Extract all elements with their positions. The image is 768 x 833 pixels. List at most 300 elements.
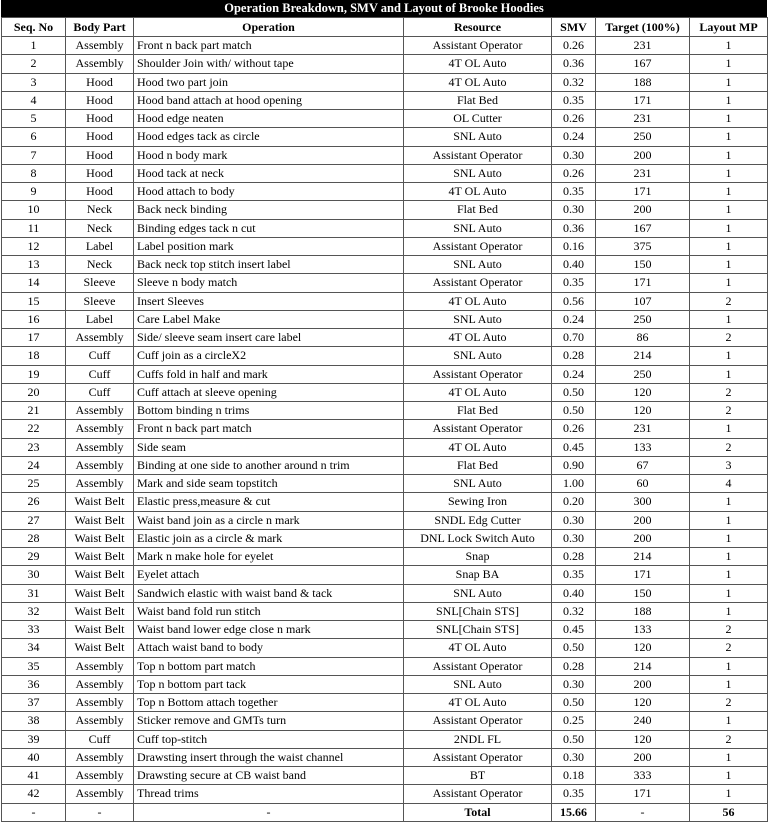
body-part-cell: Cuff xyxy=(66,383,134,401)
table-row xyxy=(2,292,768,310)
resource-cell: Assistant Operator xyxy=(404,365,552,383)
table-row xyxy=(2,621,768,639)
layout-mp-cell: 1 xyxy=(690,584,768,602)
operation-cell: Hood band attach at hood opening xyxy=(134,91,404,109)
seq-cell: 30 xyxy=(2,566,66,584)
seq-cell: 22 xyxy=(2,420,66,438)
layout-mp-cell: 1 xyxy=(690,201,768,219)
operation-cell: Side/ sleeve seam insert care label xyxy=(134,329,404,347)
resource-cell: SNL Auto xyxy=(404,310,552,328)
operation-cell: Back neck top stitch insert label xyxy=(134,256,404,274)
table-row xyxy=(2,201,768,219)
operation-cell: Hood edges tack as circle xyxy=(134,128,404,146)
smv-cell: 0.26 xyxy=(552,164,596,182)
target-cell: 214 xyxy=(596,548,690,566)
operation-cell: Care Label Make xyxy=(134,310,404,328)
body-part-cell: Assembly xyxy=(66,329,134,347)
layout-mp-cell: 1 xyxy=(690,219,768,237)
seq-cell: 38 xyxy=(2,712,66,730)
table-row xyxy=(2,164,768,182)
resource-cell: SNL Auto xyxy=(404,347,552,365)
layout-mp-cell: 1 xyxy=(690,237,768,255)
table-row xyxy=(2,785,768,803)
layout-mp-cell: 1 xyxy=(690,675,768,693)
body-part-cell: Label xyxy=(66,237,134,255)
resource-cell: 4T OL Auto xyxy=(404,438,552,456)
operation-cell: Back neck binding xyxy=(134,201,404,219)
seq-cell: 9 xyxy=(2,183,66,201)
table-row xyxy=(2,383,768,401)
resource-cell: SNL Auto xyxy=(404,256,552,274)
target-cell: 120 xyxy=(596,383,690,401)
layout-mp-cell: 1 xyxy=(690,110,768,128)
body-part-cell: Hood xyxy=(66,128,134,146)
operation-cell: Sticker remove and GMTs turn xyxy=(134,712,404,730)
operation-cell: Cuffs fold in half and mark xyxy=(134,365,404,383)
seq-cell: 25 xyxy=(2,475,66,493)
layout-mp-cell: 2 xyxy=(690,621,768,639)
body-part-cell: Sleeve xyxy=(66,274,134,292)
target-cell: 214 xyxy=(596,347,690,365)
layout-mp-cell: 1 xyxy=(690,493,768,511)
layout-mp-cell: 1 xyxy=(690,146,768,164)
seq-cell: 24 xyxy=(2,456,66,474)
body-part-cell: Hood xyxy=(66,146,134,164)
table-row xyxy=(2,237,768,255)
resource-cell: Flat Bed xyxy=(404,201,552,219)
smv-cell: 0.30 xyxy=(552,201,596,219)
body-part-cell: Cuff xyxy=(66,730,134,748)
smv-cell: 0.35 xyxy=(552,183,596,201)
body-part-cell: Assembly xyxy=(66,456,134,474)
seq-cell: 13 xyxy=(2,256,66,274)
body-part-cell: Assembly xyxy=(66,712,134,730)
table-row xyxy=(2,529,768,547)
layout-mp-cell: 1 xyxy=(690,511,768,529)
seq-cell: 19 xyxy=(2,365,66,383)
seq-cell: 32 xyxy=(2,602,66,620)
layout-mp-cell: 1 xyxy=(690,748,768,766)
operation-cell: Cuff top-stitch xyxy=(134,730,404,748)
operation-cell: Shoulder Join with/ without tape xyxy=(134,55,404,73)
target-cell: 375 xyxy=(596,237,690,255)
resource-cell: 4T OL Auto xyxy=(404,639,552,657)
table-row xyxy=(2,73,768,91)
body-part-cell: Assembly xyxy=(66,694,134,712)
smv-cell: 0.50 xyxy=(552,694,596,712)
smv-cell: 0.32 xyxy=(552,73,596,91)
body-part-cell: Hood xyxy=(66,73,134,91)
target-cell: 200 xyxy=(596,511,690,529)
target-cell: 200 xyxy=(596,146,690,164)
operation-cell: Attach waist band to body xyxy=(134,639,404,657)
target-cell: 200 xyxy=(596,748,690,766)
total-operation-cell: - xyxy=(134,803,404,821)
resource-cell: Snap xyxy=(404,548,552,566)
table-row xyxy=(2,511,768,529)
smv-cell: 0.26 xyxy=(552,420,596,438)
header-seq-no: Seq. No xyxy=(2,18,66,37)
smv-cell: 0.50 xyxy=(552,383,596,401)
body-part-cell: Waist Belt xyxy=(66,493,134,511)
resource-cell: Assistant Operator xyxy=(404,237,552,255)
target-cell: 171 xyxy=(596,566,690,584)
layout-mp-cell: 1 xyxy=(690,365,768,383)
table-row xyxy=(2,37,768,55)
seq-cell: 35 xyxy=(2,657,66,675)
table-row xyxy=(2,675,768,693)
total-label-cell: Total xyxy=(404,803,552,821)
seq-cell: 5 xyxy=(2,110,66,128)
table-row xyxy=(2,274,768,292)
resource-cell: SNDL Edg Cutter xyxy=(404,511,552,529)
total-body-part-cell: - xyxy=(66,803,134,821)
seq-cell: 27 xyxy=(2,511,66,529)
body-part-cell: Assembly xyxy=(66,657,134,675)
resource-cell: SNL[Chain STS] xyxy=(404,621,552,639)
target-cell: 200 xyxy=(596,529,690,547)
layout-mp-cell: 2 xyxy=(690,694,768,712)
operation-cell: Elastic press,measure & cut xyxy=(134,493,404,511)
operation-cell: Label position mark xyxy=(134,237,404,255)
seq-cell: 20 xyxy=(2,383,66,401)
seq-cell: 26 xyxy=(2,493,66,511)
resource-cell: SNL Auto xyxy=(404,584,552,602)
body-part-cell: Waist Belt xyxy=(66,548,134,566)
layout-mp-cell: 1 xyxy=(690,37,768,55)
resource-cell: SNL Auto xyxy=(404,475,552,493)
seq-cell: 42 xyxy=(2,785,66,803)
layout-mp-cell: 1 xyxy=(690,164,768,182)
seq-cell: 15 xyxy=(2,292,66,310)
body-part-cell: Hood xyxy=(66,164,134,182)
smv-cell: 0.18 xyxy=(552,767,596,785)
smv-cell: 0.35 xyxy=(552,274,596,292)
operation-cell: Binding at one side to another around n trim xyxy=(134,456,404,474)
target-cell: 120 xyxy=(596,402,690,420)
seq-cell: 33 xyxy=(2,621,66,639)
seq-cell: 10 xyxy=(2,201,66,219)
operation-cell: Insert Sleeves xyxy=(134,292,404,310)
seq-cell: 2 xyxy=(2,55,66,73)
smv-cell: 0.32 xyxy=(552,602,596,620)
target-cell: 171 xyxy=(596,785,690,803)
table-row xyxy=(2,420,768,438)
layout-mp-cell: 1 xyxy=(690,566,768,584)
operation-cell: Waist band fold run stitch xyxy=(134,602,404,620)
smv-cell: 0.35 xyxy=(552,91,596,109)
operation-table xyxy=(1,17,768,822)
smv-cell: 0.28 xyxy=(552,657,596,675)
target-cell: 67 xyxy=(596,456,690,474)
operation-cell: Mark n make hole for eyelet xyxy=(134,548,404,566)
target-cell: 333 xyxy=(596,767,690,785)
operation-cell: Thread trims xyxy=(134,785,404,803)
operation-cell: Mark and side seam topstitch xyxy=(134,475,404,493)
table-row xyxy=(2,712,768,730)
resource-cell: 4T OL Auto xyxy=(404,292,552,310)
smv-cell: 0.50 xyxy=(552,639,596,657)
smv-cell: 0.24 xyxy=(552,365,596,383)
operation-cell: Hood attach to body xyxy=(134,183,404,201)
table-row xyxy=(2,639,768,657)
table-row xyxy=(2,456,768,474)
table-row xyxy=(2,475,768,493)
smv-cell: 0.56 xyxy=(552,292,596,310)
layout-mp-cell: 2 xyxy=(690,639,768,657)
layout-mp-cell: 1 xyxy=(690,91,768,109)
body-part-cell: Neck xyxy=(66,201,134,219)
target-cell: 86 xyxy=(596,329,690,347)
target-cell: 231 xyxy=(596,37,690,55)
resource-cell: SNL Auto xyxy=(404,128,552,146)
target-cell: 188 xyxy=(596,73,690,91)
target-cell: 171 xyxy=(596,183,690,201)
body-part-cell: Hood xyxy=(66,183,134,201)
operation-cell: Waist band join as a circle n mark xyxy=(134,511,404,529)
table-row xyxy=(2,347,768,365)
smv-cell: 0.35 xyxy=(552,566,596,584)
table-body xyxy=(2,37,768,804)
total-seq-cell: - xyxy=(2,803,66,821)
layout-mp-cell: 1 xyxy=(690,256,768,274)
operation-cell: Bottom binding n trims xyxy=(134,402,404,420)
target-cell: 167 xyxy=(596,55,690,73)
operation-cell: Top n bottom part tack xyxy=(134,675,404,693)
operation-cell: Sandwich elastic with waist band & tack xyxy=(134,584,404,602)
resource-cell: 4T OL Auto xyxy=(404,383,552,401)
table-row xyxy=(2,256,768,274)
table-row xyxy=(2,694,768,712)
smv-cell: 0.50 xyxy=(552,730,596,748)
resource-cell: Flat Bed xyxy=(404,91,552,109)
header-target: Target (100%) xyxy=(596,18,690,37)
resource-cell: 4T OL Auto xyxy=(404,694,552,712)
resource-cell: Snap BA xyxy=(404,566,552,584)
total-smv-cell: 15.66 xyxy=(552,803,596,821)
seq-cell: 37 xyxy=(2,694,66,712)
target-cell: 167 xyxy=(596,219,690,237)
resource-cell: 4T OL Auto xyxy=(404,329,552,347)
operation-cell: Binding edges tack n cut xyxy=(134,219,404,237)
operation-cell: Front n back part match xyxy=(134,420,404,438)
seq-cell: 16 xyxy=(2,310,66,328)
smv-cell: 0.30 xyxy=(552,529,596,547)
target-cell: 231 xyxy=(596,110,690,128)
smv-cell: 0.36 xyxy=(552,219,596,237)
target-cell: 171 xyxy=(596,91,690,109)
body-part-cell: Assembly xyxy=(66,748,134,766)
table-row xyxy=(2,730,768,748)
table-header-row xyxy=(2,18,768,37)
layout-mp-cell: 1 xyxy=(690,183,768,201)
seq-cell: 18 xyxy=(2,347,66,365)
resource-cell: Assistant Operator xyxy=(404,37,552,55)
operation-cell: Hood tack at neck xyxy=(134,164,404,182)
total-row xyxy=(2,803,768,821)
layout-mp-cell: 2 xyxy=(690,329,768,347)
resource-cell: Assistant Operator xyxy=(404,274,552,292)
resource-cell: DNL Lock Switch Auto xyxy=(404,529,552,547)
body-part-cell: Cuff xyxy=(66,365,134,383)
resource-cell: Sewing Iron xyxy=(404,493,552,511)
smv-cell: 0.40 xyxy=(552,584,596,602)
resource-cell: 4T OL Auto xyxy=(404,55,552,73)
seq-cell: 23 xyxy=(2,438,66,456)
body-part-cell: Assembly xyxy=(66,767,134,785)
target-cell: 250 xyxy=(596,365,690,383)
body-part-cell: Hood xyxy=(66,110,134,128)
target-cell: 60 xyxy=(596,475,690,493)
table-row xyxy=(2,493,768,511)
target-cell: 200 xyxy=(596,201,690,219)
body-part-cell: Hood xyxy=(66,91,134,109)
smv-cell: 0.24 xyxy=(552,128,596,146)
target-cell: 240 xyxy=(596,712,690,730)
operation-cell: Drawsting secure at CB waist band xyxy=(134,767,404,785)
header-layout-mp: Layout MP xyxy=(690,18,768,37)
smv-cell: 0.45 xyxy=(552,438,596,456)
body-part-cell: Assembly xyxy=(66,675,134,693)
smv-cell: 0.30 xyxy=(552,146,596,164)
smv-cell: 0.30 xyxy=(552,675,596,693)
operation-cell: Elastic join as a circle & mark xyxy=(134,529,404,547)
resource-cell: SNL Auto xyxy=(404,675,552,693)
seq-cell: 28 xyxy=(2,529,66,547)
layout-mp-cell: 2 xyxy=(690,730,768,748)
resource-cell: Assistant Operator xyxy=(404,657,552,675)
target-cell: 214 xyxy=(596,657,690,675)
body-part-cell: Waist Belt xyxy=(66,621,134,639)
smv-cell: 0.20 xyxy=(552,493,596,511)
layout-mp-cell: 1 xyxy=(690,420,768,438)
target-cell: 120 xyxy=(596,639,690,657)
resource-cell: SNL[Chain STS] xyxy=(404,602,552,620)
target-cell: 231 xyxy=(596,420,690,438)
header-smv: SMV xyxy=(552,18,596,37)
operation-cell: Cuff join as a circleX2 xyxy=(134,347,404,365)
seq-cell: 41 xyxy=(2,767,66,785)
seq-cell: 31 xyxy=(2,584,66,602)
smv-cell: 0.26 xyxy=(552,110,596,128)
layout-mp-cell: 2 xyxy=(690,438,768,456)
seq-cell: 17 xyxy=(2,329,66,347)
table-row xyxy=(2,748,768,766)
body-part-cell: Sleeve xyxy=(66,292,134,310)
body-part-cell: Assembly xyxy=(66,37,134,55)
resource-cell: Assistant Operator xyxy=(404,748,552,766)
layout-mp-cell: 1 xyxy=(690,712,768,730)
target-cell: 300 xyxy=(596,493,690,511)
layout-mp-cell: 1 xyxy=(690,347,768,365)
body-part-cell: Assembly xyxy=(66,785,134,803)
table-row xyxy=(2,219,768,237)
smv-cell: 0.25 xyxy=(552,712,596,730)
resource-cell: Assistant Operator xyxy=(404,785,552,803)
target-cell: 231 xyxy=(596,164,690,182)
operation-cell: Waist band lower edge close n mark xyxy=(134,621,404,639)
body-part-cell: Label xyxy=(66,310,134,328)
smv-cell: 1.00 xyxy=(552,475,596,493)
body-part-cell: Neck xyxy=(66,256,134,274)
table-row xyxy=(2,548,768,566)
resource-cell: 4T OL Auto xyxy=(404,183,552,201)
resource-cell: Flat Bed xyxy=(404,456,552,474)
layout-mp-cell: 1 xyxy=(690,73,768,91)
resource-cell: Assistant Operator xyxy=(404,146,552,164)
layout-mp-cell: 2 xyxy=(690,402,768,420)
smv-cell: 0.36 xyxy=(552,55,596,73)
target-cell: 200 xyxy=(596,675,690,693)
operation-cell: Sleeve n body match xyxy=(134,274,404,292)
resource-cell: BT xyxy=(404,767,552,785)
resource-cell: Assistant Operator xyxy=(404,712,552,730)
operation-cell: Cuff attach at sleeve opening xyxy=(134,383,404,401)
target-cell: 250 xyxy=(596,310,690,328)
seq-cell: 6 xyxy=(2,128,66,146)
smv-cell: 0.16 xyxy=(552,237,596,255)
table-row xyxy=(2,55,768,73)
target-cell: 107 xyxy=(596,292,690,310)
body-part-cell: Assembly xyxy=(66,420,134,438)
seq-cell: 4 xyxy=(2,91,66,109)
operation-cell: Side seam xyxy=(134,438,404,456)
resource-cell: OL Cutter xyxy=(404,110,552,128)
table-row xyxy=(2,584,768,602)
body-part-cell: Assembly xyxy=(66,55,134,73)
resource-cell: SNL Auto xyxy=(404,219,552,237)
resource-cell: Assistant Operator xyxy=(404,420,552,438)
body-part-cell: Waist Belt xyxy=(66,584,134,602)
resource-cell: Flat Bed xyxy=(404,402,552,420)
header-body-part: Body Part xyxy=(66,18,134,37)
resource-cell: 4T OL Auto xyxy=(404,73,552,91)
target-cell: 171 xyxy=(596,274,690,292)
layout-mp-cell: 1 xyxy=(690,548,768,566)
table-row xyxy=(2,91,768,109)
body-part-cell: Waist Belt xyxy=(66,529,134,547)
seq-cell: 3 xyxy=(2,73,66,91)
target-cell: 120 xyxy=(596,694,690,712)
seq-cell: 11 xyxy=(2,219,66,237)
layout-mp-cell: 2 xyxy=(690,383,768,401)
body-part-cell: Assembly xyxy=(66,402,134,420)
smv-cell: 0.30 xyxy=(552,511,596,529)
total-layout-mp-cell: 56 xyxy=(690,803,768,821)
target-cell: 188 xyxy=(596,602,690,620)
seq-cell: 40 xyxy=(2,748,66,766)
table-row xyxy=(2,566,768,584)
body-part-cell: Waist Belt xyxy=(66,639,134,657)
header-operation: Operation xyxy=(134,18,404,37)
table-row xyxy=(2,365,768,383)
seq-cell: 12 xyxy=(2,237,66,255)
layout-mp-cell: 3 xyxy=(690,456,768,474)
table-row xyxy=(2,767,768,785)
layout-mp-cell: 1 xyxy=(690,529,768,547)
sheet-title: Operation Breakdown, SMV and Layout of Brooke Hoodies xyxy=(1,0,767,17)
body-part-cell: Neck xyxy=(66,219,134,237)
smv-cell: 0.28 xyxy=(552,548,596,566)
header-resource: Resource xyxy=(404,18,552,37)
seq-cell: 36 xyxy=(2,675,66,693)
body-part-cell: Waist Belt xyxy=(66,511,134,529)
seq-cell: 7 xyxy=(2,146,66,164)
layout-mp-cell: 1 xyxy=(690,785,768,803)
table-row xyxy=(2,310,768,328)
table-row xyxy=(2,128,768,146)
layout-mp-cell: 1 xyxy=(690,274,768,292)
